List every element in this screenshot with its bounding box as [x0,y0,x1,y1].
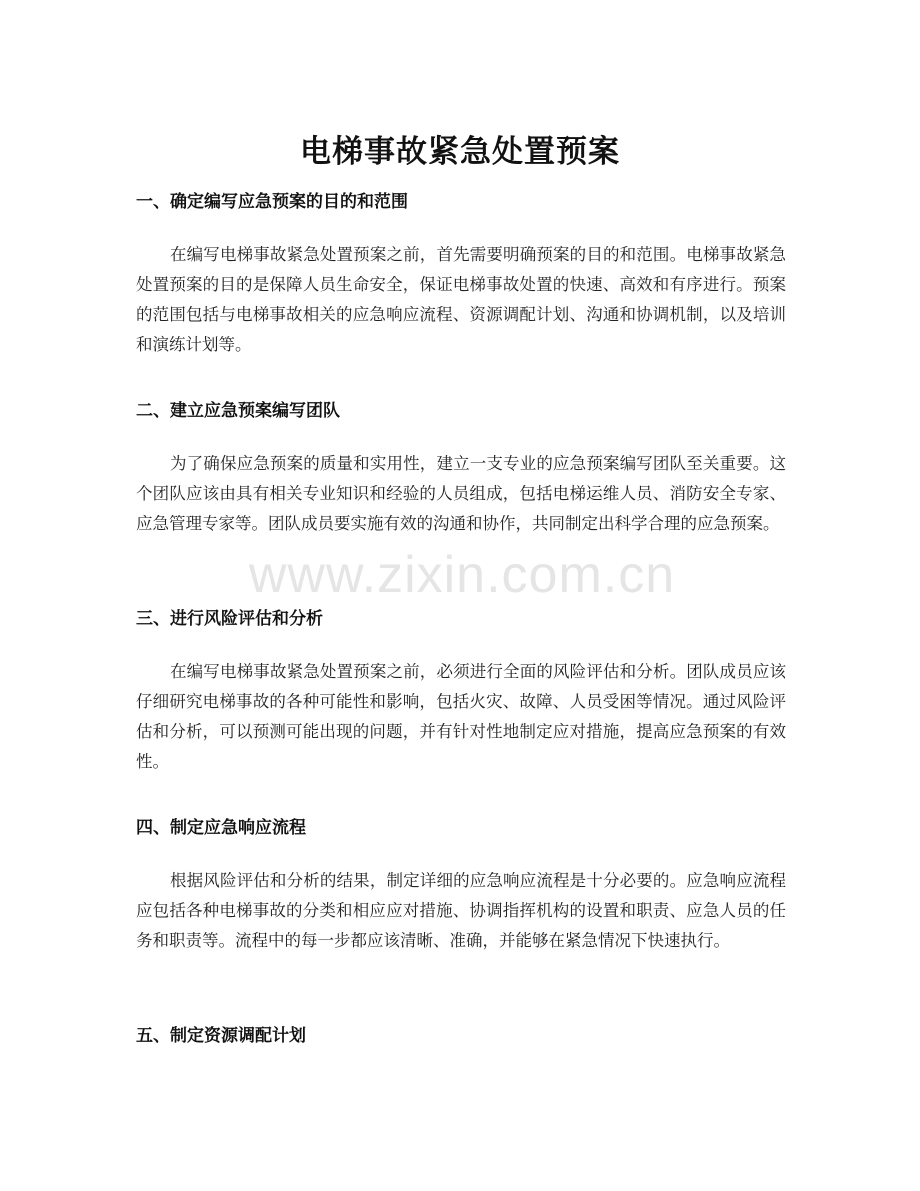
section-heading: 一、确定编写应急预案的目的和范围 [136,192,408,212]
section-paragraph: 为了确保应急预案的质量和实用性，建立一支专业的应急预案编写团队至关重要。这个团队应该由具有相关专业知识和经验的人员组成，包括电梯运维人员、消防安全专家、应急管理专家等。团队成员要实施有效的沟通和协作，共同制定出科学合理的应急预案。 [136,454,786,533]
section-heading: 二、建立应急预案编写团队 [136,401,340,421]
watermark: www.zixin.com.cn [248,546,676,604]
section-3 [136,606,786,777]
section-heading: 四、制定应急响应流程 [136,818,306,838]
section-paragraph: 根据风险评估和分析的结果，制定详细的应急响应流程是十分必要的。应急响应流程应包括各种电梯事故的分类和相应应对措施、协调指挥机构的设置和职责、应急人员的任务和职责等。流程中的每一步都应该清晰、准确，并能够在紧急情况下快速执行。 [136,871,786,950]
section-heading: 五、制定资源调配计划 [136,1026,306,1046]
section-1 [136,189,786,360]
section-5 [136,1023,786,1049]
document-title: 电梯事故紧急处置预案 [300,133,620,170]
section-2 [136,398,786,539]
section-4 [136,815,786,956]
section-paragraph: 在编写电梯事故紧急处置预案之前，必须进行全面的风险评估和分析。团队成员应该仔细研究电梯事故的各种可能性和影响，包括火灾、故障、人员受困等情况。通过风险评估和分析，可以预测可能出现的问题，并有针对性地制定应对措施，提高应急预案的有效性。 [136,662,786,771]
section-paragraph: 在编写电梯事故紧急处置预案之前，首先需要明确预案的目的和范围。电梯事故紧急处置预案的目的是保障人员生命安全，保证电梯事故处置的快速、高效和有序进行。预案的范围包括与电梯事故相关的应急响应流程、资源调配计划、沟通和协调机制，以及培训和演练计划等。 [136,245,786,354]
section-heading: 三、进行风险评估和分析 [136,609,323,629]
